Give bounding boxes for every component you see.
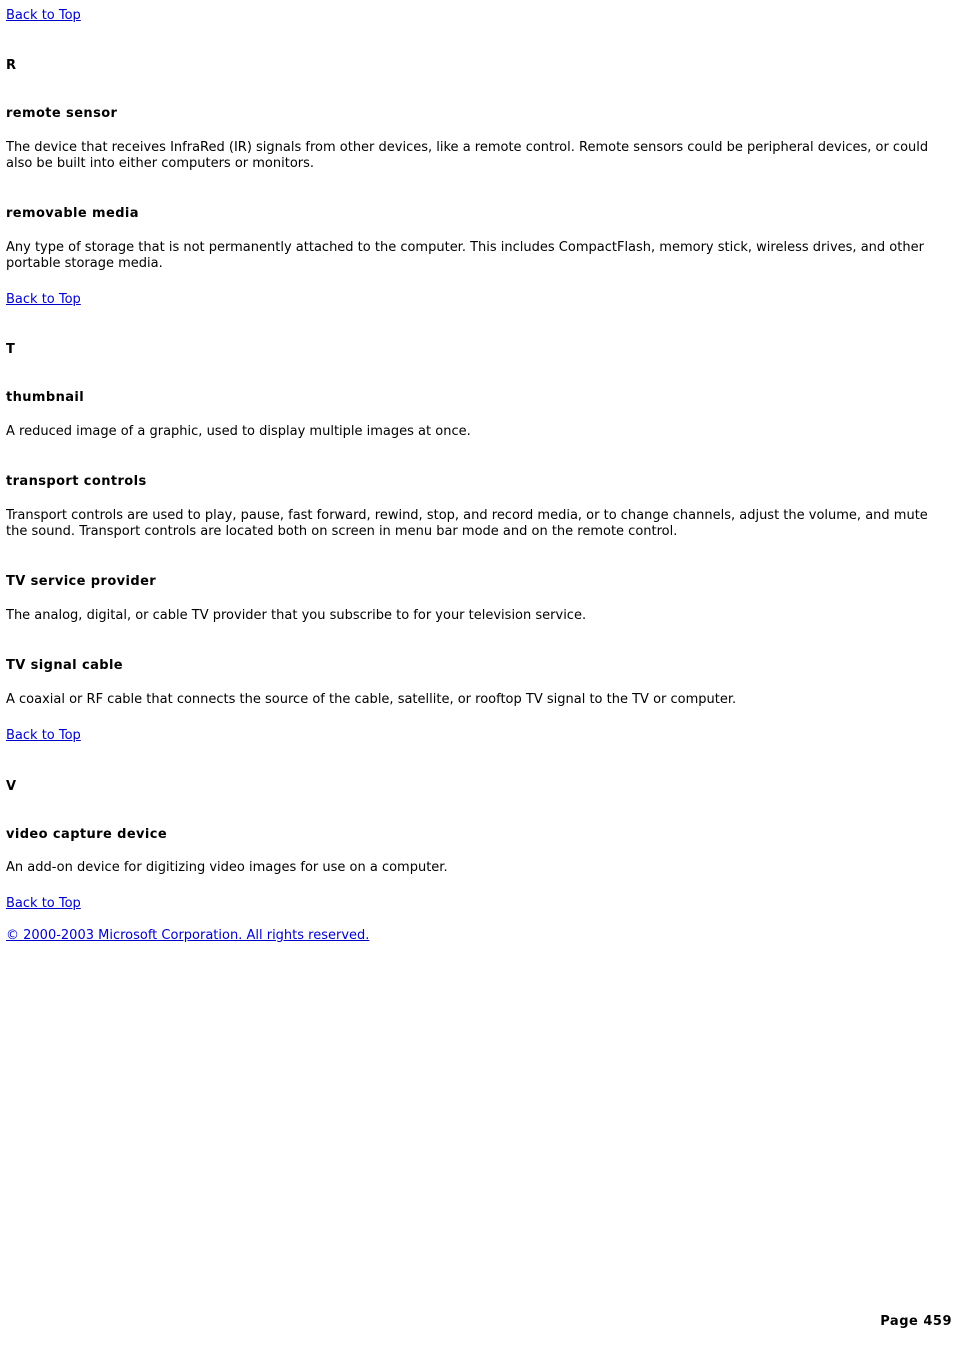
definition-tv-signal-cable: A coaxial or RF cable that connects the source of the cable, satellite, or rooftop TV signal to the TV or computer. xyxy=(6,692,737,707)
term-video-capture-device: video capture device xyxy=(6,827,168,842)
term-tv-signal-cable: TV signal cable xyxy=(6,658,124,673)
term-transport-controls: transport controls xyxy=(6,474,147,489)
section-letter-t: T xyxy=(6,342,15,357)
term-tv-service-provider: TV service provider xyxy=(6,574,157,589)
definition-tv-service-provider: The analog, digital, or cable TV provider that you subscribe to for your television service. xyxy=(6,608,587,623)
back-to-top-link[interactable]: Back to Top xyxy=(6,896,81,911)
back-to-top-link[interactable]: Back to Top xyxy=(6,8,81,23)
definition-video-capture-device: An add-on device for digitizing video images for use on a computer. xyxy=(6,860,448,875)
definition-removable-media: Any type of storage that is not permanently attached to the computer. This includes CompactFlash, memory stick, wireless drives, and other portable storage media. xyxy=(6,240,924,271)
term-remote-sensor: remote sensor xyxy=(6,106,118,121)
section-letter-v: V xyxy=(6,779,17,794)
definition-transport-controls: Transport controls are used to play, pause, fast forward, rewind, stop, and record media, or to change channels, adjust the volume, and mute the sound. Transport controls are located both on screen in menu bar mode and on the remote control. xyxy=(6,508,928,539)
back-to-top-link[interactable]: Back to Top xyxy=(6,292,81,307)
term-removable-media: removable media xyxy=(6,206,139,221)
page-number: Page 459 xyxy=(880,1314,952,1329)
section-letter-r: R xyxy=(6,58,17,73)
definition-thumbnail: A reduced image of a graphic, used to display multiple images at once. xyxy=(6,424,471,439)
back-to-top-link[interactable]: Back to Top xyxy=(6,728,81,743)
term-thumbnail: thumbnail xyxy=(6,390,85,405)
copyright-link[interactable]: © 2000-2003 Microsoft Corporation. All rights reserved. xyxy=(6,928,370,943)
definition-remote-sensor: The device that receives InfraRed (IR) signals from other devices, like a remote control. Remote sensors could be peripheral devices, or could also be built into either computers or monitors. xyxy=(6,140,929,171)
